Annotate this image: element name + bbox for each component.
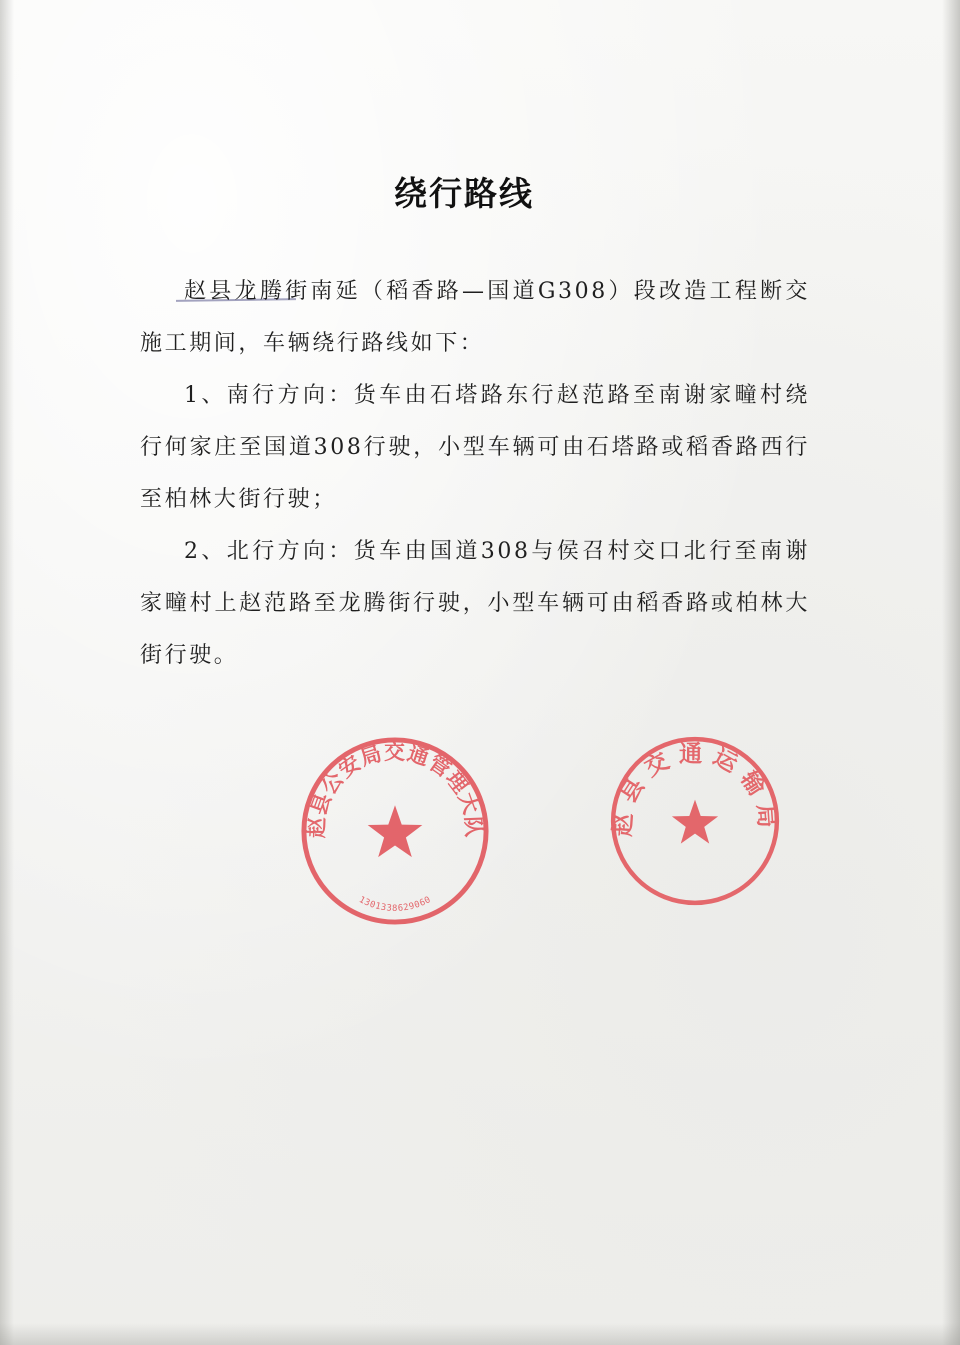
southbound-paragraph: 1、南行方向：货车由石塔路东行赵范路至南谢家疃村绕行何家庄至国道308行驶，小型车辆可由石塔路或稻香路西行至柏林大街行驶； — [140, 383, 810, 512]
transport-bureau-seal — [606, 732, 784, 910]
northbound-paragraph: 2、北行方向：货车由国道308与侯召村交口北行至南谢家疃村上赵范路至龙腾街行驶，小型车辆可由稻香路或柏林大街行驶。 — [140, 539, 810, 668]
intro-paragraph: 赵县龙腾街南延（稻香路—国道G308）段改造工程断交施工期间，车辆绕行路线如下： — [140, 279, 810, 356]
traffic-police-seal — [296, 732, 494, 930]
star-icon — [368, 805, 423, 857]
transport-bureau-seal-name: 赵县交通运输局 — [610, 741, 780, 838]
transport-bureau-seal-graphic — [606, 732, 784, 910]
document-body — [140, 266, 810, 682]
paper-edge-bottom — [0, 1323, 960, 1345]
traffic-police-seal-number: 1301338629060 — [357, 895, 433, 914]
document-title: 绕行路线 — [394, 174, 534, 213]
traffic-police-seal-graphic — [296, 732, 494, 930]
svg-text:1301338629060 — [357, 895, 433, 914]
paper-edge-right — [942, 0, 960, 1345]
star-icon — [672, 800, 718, 844]
traffic-police-seal-name: 赵县公安局交通管理大队 — [304, 740, 486, 839]
